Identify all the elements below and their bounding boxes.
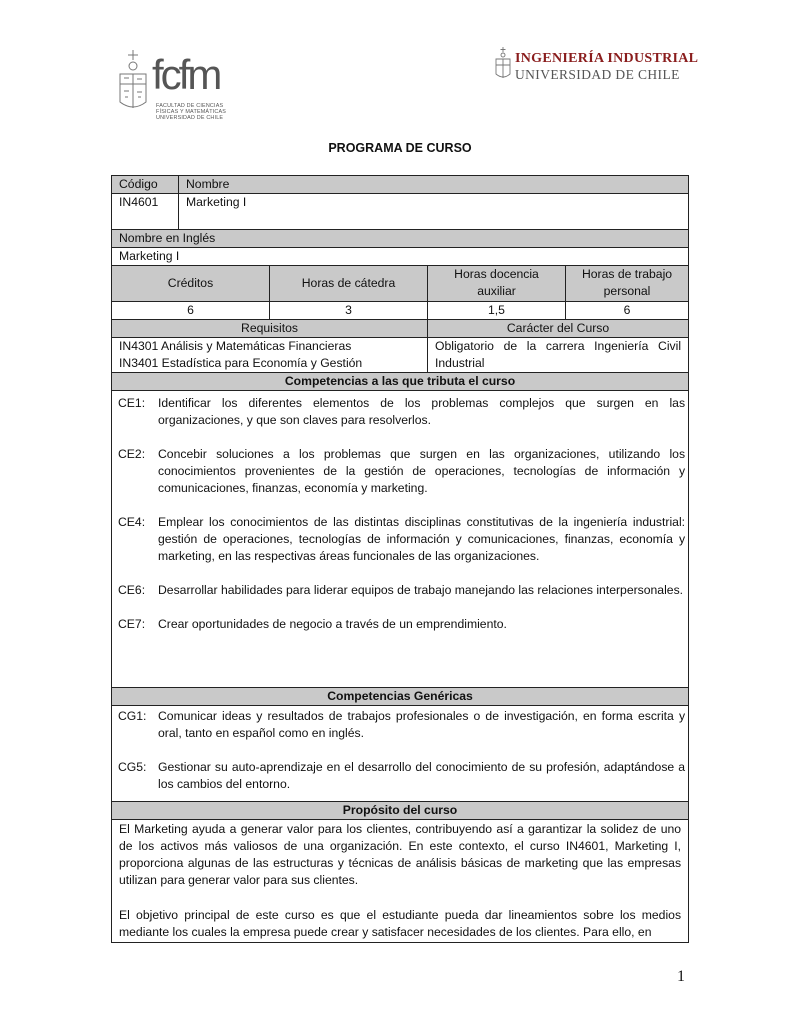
auxiliary-hours-value: 1,5 xyxy=(428,302,566,320)
competency-item xyxy=(112,759,688,793)
requirement-item: IN3401 Estadística para Economía y Gestión xyxy=(119,356,363,370)
competency-item xyxy=(112,446,688,497)
competency-code: CE4: xyxy=(118,515,146,529)
competencies-label: Competencias a las que tributa el curso xyxy=(112,373,689,391)
english-name-row xyxy=(112,248,689,266)
competency-text: Emplear los conocimientos de las distintas disciplinas constitutivas de la ingeniería industrial: gestión de operaciones, tecnologías de información y comunicaciones, finanzas, economía y marketing, en las respectivas áreas funcionales de las organizaciones. xyxy=(158,515,686,563)
requirements-list xyxy=(112,338,428,373)
competencies-header-row xyxy=(112,373,689,391)
generic-cell xyxy=(112,706,689,802)
page-title: PROGRAMA DE CURSO xyxy=(328,141,472,155)
name-label: Nombre xyxy=(179,176,689,194)
english-name-header-row xyxy=(112,230,689,248)
code-name-row xyxy=(112,194,689,230)
ingenieria-industrial-logo xyxy=(494,46,699,86)
generic-row xyxy=(112,706,689,802)
competency-item xyxy=(112,708,688,742)
course-program-table xyxy=(111,175,689,943)
english-name: Marketing I xyxy=(112,248,689,266)
competency-text: Gestionar su auto-aprendizaje en el desarrollo del conocimiento de su profesión, adaptándose a los cambios del entorno. xyxy=(158,760,686,791)
ii-title: INGENIERÍA INDUSTRIAL xyxy=(515,51,699,66)
purpose-paragraph: El objetivo principal de este curso es que el estudiante pueda dar lineamientos sobre los medios mediante los cuales la empresa puede crear y satisfacer necesidades de los clientes. Para ello, en xyxy=(119,908,682,939)
competency-item xyxy=(112,616,688,633)
lecture-hours-header: Horas de cátedra xyxy=(270,266,428,302)
auxiliary-hours-header: Horas docencia auxiliar xyxy=(428,266,566,302)
lecture-hours-value: 3 xyxy=(270,302,428,320)
english-name-label: Nombre en Inglés xyxy=(112,230,689,248)
credits-value: 6 xyxy=(112,302,270,320)
competency-text: Concebir soluciones a los problemas que surgen en las organizaciones, utilizando los conocimientos provenientes de la gestión de operaciones, tecnologías de información y comunicaciones, finanzas, economía y marketing. xyxy=(158,447,686,495)
requirement-item: IN4301 Análisis y Matemáticas Financieras xyxy=(119,339,352,353)
course-code: IN4601 xyxy=(112,194,179,230)
shield-icon xyxy=(494,46,512,82)
competency-code: CG1: xyxy=(118,709,147,723)
purpose-label: Propósito del curso xyxy=(112,802,689,820)
competencies-cell xyxy=(112,391,689,688)
purpose-cell xyxy=(112,820,689,943)
competency-code: CG5: xyxy=(118,760,147,774)
purpose-paragraph: El Marketing ayuda a generar valor para los clientes, contribuyendo así a garantizar la solidez de uno de los activos más valiosos de una organización. En este contexto, el curso IN4601, Marketing I, proporciona algunas de las estructuras y técnicas de análisis básicas de marketing que las empresas utilizan para generar valor para sus clientes. xyxy=(119,822,682,887)
code-name-header-row xyxy=(112,176,689,194)
competencies-row xyxy=(112,391,689,688)
course-character: Obligatorio de la carrera Ingeniería Civil Industrial xyxy=(428,338,689,373)
requirements-label: Requisitos xyxy=(112,320,428,338)
credits-header: Créditos xyxy=(112,266,270,302)
hours-values-row xyxy=(112,302,689,320)
fcfm-subtitle: FACULTAD DE CIENCIAS FÍSICAS Y MATEMÁTICAS UNIVERSIDAD DE CHILE xyxy=(156,103,227,121)
competency-item xyxy=(112,582,688,599)
competency-text: Comunicar ideas y resultados de trabajos profesionales o de investigación, en forma escrita y oral, tanto en español como en inglés. xyxy=(158,709,686,740)
purpose-header-row xyxy=(112,802,689,820)
generic-list xyxy=(112,706,688,801)
fcfm-wordmark: fcfm xyxy=(152,51,220,98)
purpose-row xyxy=(112,820,689,943)
course-name: Marketing I xyxy=(179,194,689,230)
personal-hours-header: Horas de trabajo personal xyxy=(566,266,689,302)
competency-item xyxy=(112,395,688,429)
competency-item xyxy=(112,514,688,565)
generic-label: Competencias Genéricas xyxy=(112,688,689,706)
fcfm-logo xyxy=(116,46,246,128)
generic-header-row xyxy=(112,688,689,706)
competency-text: Identificar los diferentes elementos de los problemas complejos que surgen en las organizaciones, y que son claves para resolverlos. xyxy=(158,396,686,427)
competency-code: CE7: xyxy=(118,617,146,631)
requirements-row xyxy=(112,338,689,373)
competency-text: Desarrollar habilidades para liderar equipos de trabajo manejando las relaciones interpersonales. xyxy=(158,583,684,597)
university-crest-icon xyxy=(116,46,150,116)
requirements-header-row xyxy=(112,320,689,338)
competency-code: CE6: xyxy=(118,583,146,597)
competency-code: CE1: xyxy=(118,396,146,410)
personal-hours-value: 6 xyxy=(566,302,689,320)
competencies-list xyxy=(112,391,688,641)
page-number: 1 xyxy=(677,968,685,985)
ii-subtitle: UNIVERSIDAD DE CHILE xyxy=(515,67,680,82)
code-label: Código xyxy=(112,176,179,194)
competency-code: CE2: xyxy=(118,447,146,461)
competency-text: Crear oportunidades de negocio a través de un emprendimiento. xyxy=(158,617,507,631)
character-label: Carácter del Curso xyxy=(428,320,689,338)
hours-header-row xyxy=(112,266,689,302)
